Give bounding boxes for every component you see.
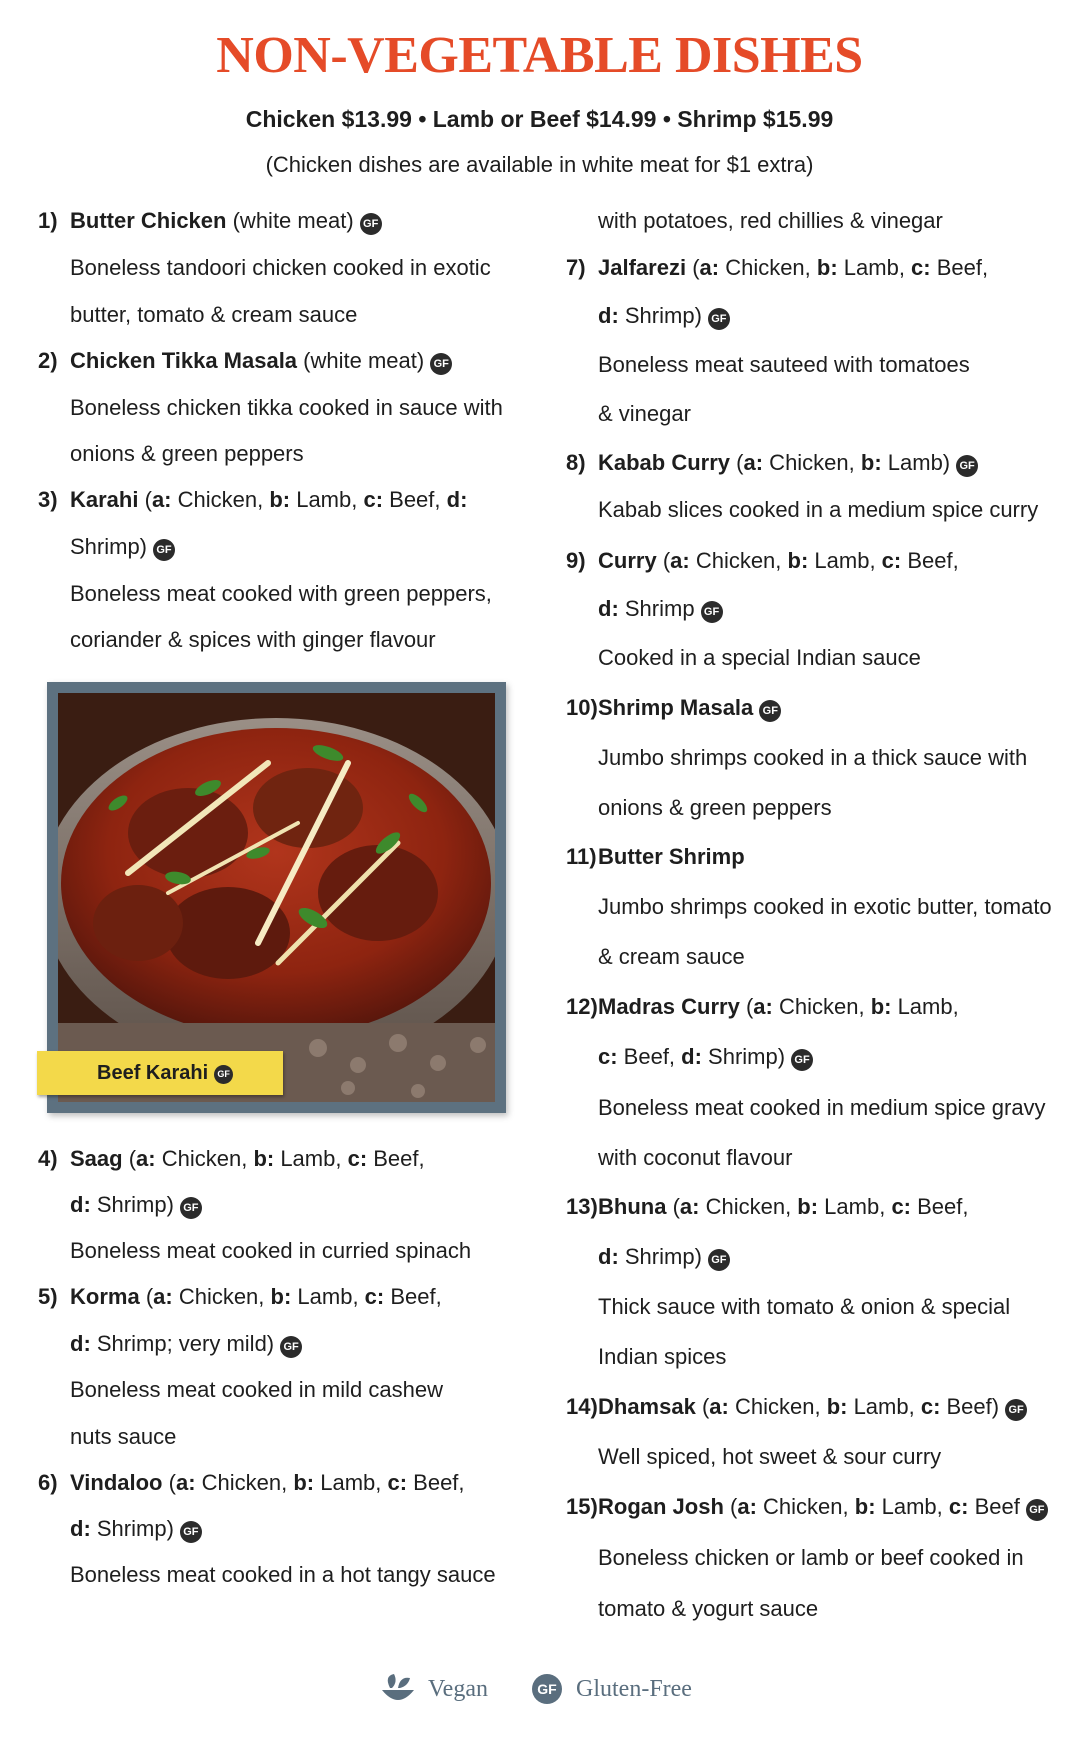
beef-karahi-photo bbox=[58, 693, 495, 1102]
dish-name: Korma bbox=[70, 1284, 140, 1309]
dish-number: 2) bbox=[38, 348, 58, 373]
dish-description: with potatoes, red chillies & vinegar bbox=[598, 208, 943, 233]
dish-options: (white meat) bbox=[303, 348, 425, 373]
dish-number: 7) bbox=[566, 255, 586, 280]
dish-description: Kabab slices cooked in a medium spice curry bbox=[598, 497, 1039, 522]
dish-name: Bhuna bbox=[598, 1194, 667, 1219]
list-item: Karahi (a: Chicken, b: Lamb, c: Beef, d: bbox=[70, 487, 468, 512]
list-item: Bhuna (a: Chicken, b: Lamb, c: Beef, bbox=[598, 1194, 969, 1219]
caption-text: Beef Karahi bbox=[97, 1062, 209, 1084]
dish-name: Kabab Curry bbox=[598, 450, 731, 475]
dish-description: butter, tomato & cream sauce bbox=[70, 302, 358, 327]
list-item bbox=[70, 208, 382, 235]
gf-icon: GF bbox=[180, 1521, 202, 1543]
dish-options-cont: d: Shrimp) GF bbox=[70, 1192, 202, 1219]
dish-photo-frame bbox=[47, 682, 506, 1113]
dish-description: Boneless meat cooked with green peppers, bbox=[70, 581, 492, 606]
price-line: Chicken $13.99 • Lamb or Beef $14.99 • Shrimp $15.99 bbox=[245, 106, 834, 132]
dish-description: with coconut flavour bbox=[598, 1145, 793, 1170]
dish-description: Cooked in a special Indian sauce bbox=[598, 645, 921, 670]
dish-description: Boneless meat cooked in mild cashew bbox=[70, 1377, 443, 1402]
list-item: Madras Curry (a: Chicken, b: Lamb, bbox=[598, 994, 959, 1019]
dish-description: Thick sauce with tomato & onion & special bbox=[598, 1294, 1011, 1319]
gf-icon: GF bbox=[1005, 1399, 1027, 1421]
dish-number: 13) bbox=[566, 1194, 598, 1219]
gf-icon: GF bbox=[708, 1249, 730, 1271]
dish-name: Saag bbox=[70, 1146, 123, 1171]
legend-gluten-free-label: Gluten-Free bbox=[576, 1676, 692, 1702]
dish-number: 5) bbox=[38, 1284, 58, 1309]
dish-description: Boneless meat cooked in a hot tangy sauce bbox=[70, 1562, 496, 1587]
gf-icon: GF bbox=[791, 1049, 813, 1071]
dish-number: 10) bbox=[566, 695, 598, 720]
dish-number: 4) bbox=[38, 1146, 58, 1171]
dish-name: Chicken Tikka Masala bbox=[70, 348, 298, 373]
list-item: Rogan Josh (a: Chicken, b: Lamb, c: Beef GF bbox=[598, 1494, 1048, 1521]
gf-icon: GF bbox=[708, 308, 730, 330]
white-meat-note: (Chicken dishes are available in white meat for $1 extra) bbox=[265, 152, 814, 177]
dish-name: Madras Curry bbox=[598, 994, 740, 1019]
dish-description: Boneless chicken or lamb or beef cooked in bbox=[598, 1545, 1024, 1570]
gluten-free-icon: GF bbox=[532, 1674, 562, 1704]
list-item: Saag (a: Chicken, b: Lamb, c: Beef, bbox=[70, 1146, 425, 1171]
dish-name: Shrimp Masala bbox=[598, 695, 754, 720]
legend-vegan-label: Vegan bbox=[428, 1676, 488, 1702]
list-item: Vindaloo (a: Chicken, b: Lamb, c: Beef, bbox=[70, 1470, 465, 1495]
dish-description: Jumbo shrimps cooked in a thick sauce with bbox=[598, 745, 1028, 770]
dish-name: Curry bbox=[598, 548, 657, 573]
dish-name: Jalfarezi bbox=[598, 255, 687, 280]
dish-number: 12) bbox=[566, 994, 598, 1019]
gf-icon: GF bbox=[701, 601, 723, 623]
list-item: Kabab Curry (a: Chicken, b: Lamb) GF bbox=[598, 450, 978, 477]
dish-description: tomato & yogurt sauce bbox=[598, 1596, 819, 1621]
dish-number: 11) bbox=[566, 844, 597, 869]
gf-icon: GF bbox=[280, 1336, 302, 1358]
dish-number: 3) bbox=[38, 487, 58, 512]
dish-number: 1) bbox=[38, 208, 58, 233]
dish-name: Karahi bbox=[70, 487, 139, 512]
list-item: Korma (a: Chicken, b: Lamb, c: Beef, bbox=[70, 1284, 442, 1309]
dish-name: Butter Chicken bbox=[70, 208, 227, 233]
dish-number: 15) bbox=[566, 1494, 598, 1519]
dish-options-cont: d: Shrimp) GF bbox=[70, 1516, 202, 1543]
gf-icon: GF bbox=[759, 700, 781, 722]
dish-description: Boneless chicken tikka cooked in sauce with bbox=[70, 395, 503, 420]
gf-icon: GF bbox=[180, 1197, 202, 1219]
gf-icon: GF bbox=[214, 1065, 233, 1084]
dish-description: Well spiced, hot sweet & sour curry bbox=[598, 1444, 942, 1469]
dish-title-line bbox=[38, 208, 58, 234]
dish-description: & cream sauce bbox=[598, 944, 745, 969]
gf-icon: GF bbox=[360, 213, 382, 235]
dish-options-cont: d: Shrimp) GF bbox=[598, 303, 730, 330]
dish-options-cont: d: Shrimp GF bbox=[598, 596, 723, 623]
dish-description: coriander & spices with ginger flavour bbox=[70, 627, 436, 652]
dish-name: Dhamsak bbox=[598, 1394, 696, 1419]
dish-options-cont: d: Shrimp; very mild) GF bbox=[70, 1331, 302, 1358]
dish-description: onions & green peppers bbox=[70, 441, 304, 466]
list-item bbox=[598, 695, 781, 722]
legend bbox=[0, 1670, 1079, 1710]
dish-number: 8) bbox=[566, 450, 586, 475]
dish-description: onions & green peppers bbox=[598, 795, 832, 820]
dish-description: Boneless meat cooked in curried spinach bbox=[70, 1238, 472, 1263]
list-item: Dhamsak (a: Chicken, b: Lamb, c: Beef) GF bbox=[598, 1394, 1027, 1421]
gf-icon: GF bbox=[1026, 1499, 1048, 1521]
dish-description: Boneless tandoori chicken cooked in exotic bbox=[70, 255, 491, 280]
gf-icon: GF bbox=[153, 539, 175, 561]
dish-description: Indian spices bbox=[598, 1344, 727, 1369]
dish-options-cont: c: Beef, d: Shrimp) GF bbox=[598, 1044, 813, 1071]
dish-description: Boneless meat sauteed with tomatoes bbox=[598, 352, 970, 377]
dish-options-cont: Shrimp) GF bbox=[70, 534, 175, 561]
dish-options-cont: d: Shrimp) GF bbox=[598, 1244, 730, 1271]
vegan-icon bbox=[378, 1672, 418, 1708]
dish-name: Rogan Josh bbox=[598, 1494, 724, 1519]
page-title: NON-VEGETABLE DISHES bbox=[216, 27, 863, 84]
dish-description: & vinegar bbox=[598, 401, 691, 426]
list-item: Jalfarezi (a: Chicken, b: Lamb, c: Beef, bbox=[598, 255, 989, 280]
dish-description: Jumbo shrimps cooked in exotic butter, tomato bbox=[598, 894, 1052, 919]
gf-icon: GF bbox=[430, 353, 452, 375]
dish-options: (white meat) bbox=[232, 208, 354, 233]
list-item bbox=[70, 348, 452, 375]
list-item: Curry (a: Chicken, b: Lamb, c: Beef, bbox=[598, 548, 959, 573]
dish-number: 9) bbox=[566, 548, 586, 573]
photo-caption bbox=[37, 1051, 283, 1095]
dish-description: Boneless meat cooked in medium spice gravy bbox=[598, 1095, 1046, 1120]
list-item bbox=[598, 844, 745, 870]
dish-number: 14) bbox=[566, 1394, 598, 1419]
curry-illustration bbox=[58, 693, 495, 1102]
dish-name: Vindaloo bbox=[70, 1470, 163, 1495]
gf-icon: GF bbox=[956, 455, 978, 477]
dish-name: Butter Shrimp bbox=[598, 844, 745, 869]
dish-number: 6) bbox=[38, 1470, 58, 1495]
dish-description: nuts sauce bbox=[70, 1424, 177, 1449]
